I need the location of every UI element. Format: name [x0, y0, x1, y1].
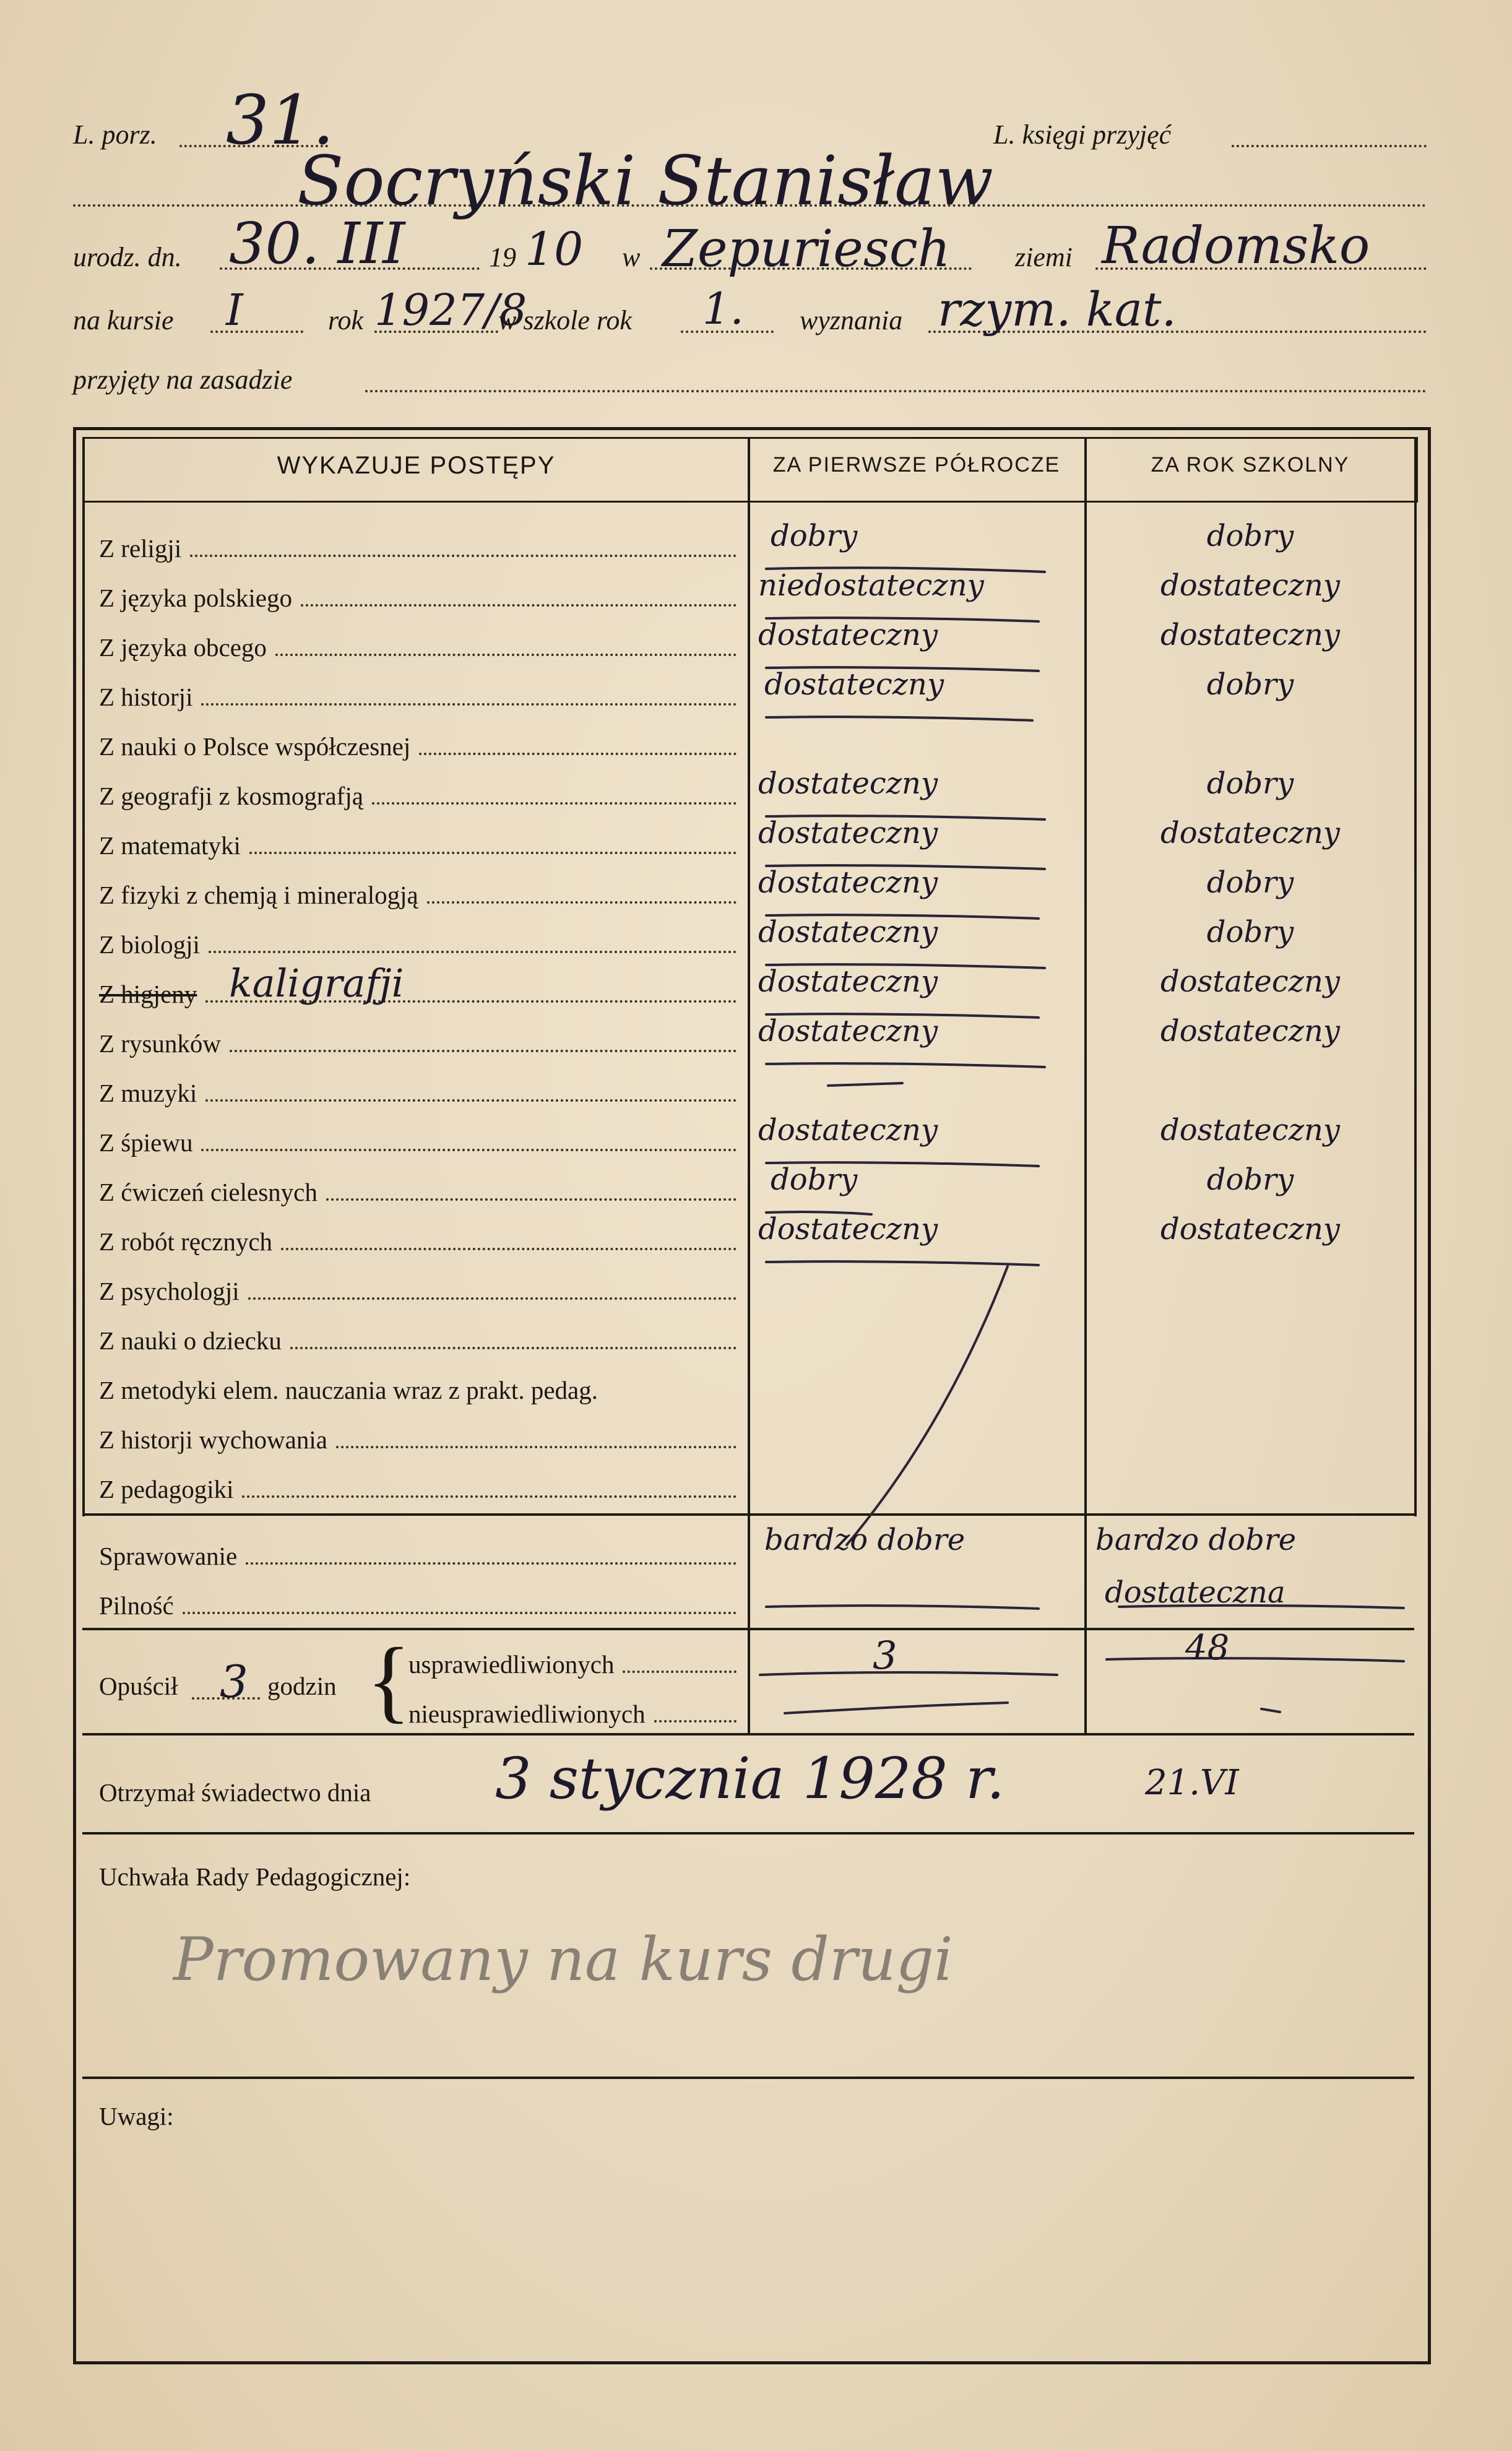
grade-sem1: dobry — [771, 1162, 858, 1197]
subject-row — [99, 732, 737, 761]
grade-sem1: dostateczny — [758, 1113, 938, 1148]
subject-row — [99, 930, 737, 959]
grade-sem1: dostateczny — [758, 865, 938, 900]
conduct-dots — [246, 1562, 737, 1565]
certificate-extra: 21.VI — [1145, 1763, 1239, 1803]
grade-sem1: dobry — [771, 519, 858, 553]
ziemi-label: ziemi — [1015, 242, 1073, 272]
excused-year: 48 — [1185, 1628, 1230, 1668]
grade-year: dobry — [1206, 915, 1294, 949]
subject-dots — [242, 1495, 737, 1498]
unexcused-dots — [654, 1720, 737, 1723]
grade-year: dobry — [1206, 865, 1294, 900]
subject-row — [99, 781, 737, 811]
resolution-label: Uchwała Rady Pedagogicznej: — [99, 1862, 411, 1891]
subject-row — [99, 682, 737, 712]
grade-sem1: dostateczny — [758, 816, 938, 850]
subject-label: Z języka polskiego — [99, 584, 292, 612]
subject-label: Z śpiewu — [99, 1128, 193, 1157]
grade-year: dobry — [1206, 766, 1294, 801]
w-label: w — [622, 242, 641, 272]
przyjety-line — [365, 390, 1427, 392]
subject-row — [99, 1425, 737, 1455]
col2-header: ZA PIERWSZE PÓŁROCZE — [772, 453, 1061, 477]
subject-label: Z biologji — [99, 930, 200, 959]
subject-label: Z ćwiczeń cielesnych — [99, 1178, 318, 1206]
certificate-bottom-line — [82, 1832, 1414, 1835]
wyznania-label: wyznania — [800, 305, 903, 335]
subject-row — [99, 534, 737, 563]
absence-prefix: Opuścił — [99, 1672, 178, 1700]
subject-dots — [249, 852, 737, 854]
unexcused-row — [408, 1699, 737, 1729]
l-ksiegi-line — [1232, 145, 1427, 147]
kursie-line — [210, 331, 303, 333]
rok-value: 1927/8 — [374, 285, 527, 335]
subject-dots — [230, 1050, 737, 1052]
subject-row — [99, 1177, 737, 1207]
grade-year: dobry — [1206, 1162, 1294, 1197]
year-prefix: 19 — [489, 242, 516, 272]
grade-sem1: dostateczny — [758, 1212, 938, 1247]
subject-dots — [372, 802, 737, 805]
subject-dots — [301, 604, 737, 607]
grade-sem1: niedostateczny — [758, 568, 984, 603]
grade-sem1: dostateczny — [764, 667, 944, 702]
conduct-label: Pilność — [99, 1591, 174, 1620]
subject-dots — [281, 1248, 737, 1250]
subject-label: Z nauki o dziecku — [99, 1326, 282, 1355]
subject-dots — [190, 555, 737, 557]
subject-row — [99, 1474, 737, 1504]
subject-label: Z geografji z kosmografją — [99, 782, 363, 810]
conduct-label: Sprawowanie — [99, 1542, 238, 1570]
absence-brace-icon: { — [366, 1629, 411, 1732]
student-name: Socryński Stanisław — [297, 141, 994, 220]
col-divider-left — [82, 437, 85, 1516]
birth-year: 10 — [525, 223, 584, 276]
l-porz-value: 31. — [226, 80, 334, 160]
excused-row — [408, 1649, 737, 1679]
subject-label: Z historji wychowania — [99, 1425, 327, 1454]
grade-year: dobry — [1206, 667, 1294, 702]
conduct-year: bardzo dobre — [1095, 1523, 1297, 1557]
wyznania-value: rzym. kat. — [938, 282, 1177, 337]
subject-dots — [275, 654, 737, 656]
subject-row — [99, 831, 737, 860]
subject-label: Z higjeny — [99, 980, 197, 1008]
grade-year: dobry — [1206, 519, 1294, 553]
subject-row — [99, 1029, 737, 1058]
subject-label: Z rysunków — [99, 1029, 222, 1058]
subject-label: Z matematyki — [99, 831, 241, 860]
subject-dots — [419, 753, 737, 755]
subject-row — [99, 1128, 737, 1157]
diligence-year: dostateczna — [1105, 1575, 1285, 1610]
subject-label: Z fizyki z chemją i mineralogją — [99, 881, 418, 909]
subject-label: Z muzyki — [99, 1079, 197, 1107]
subject-row — [99, 633, 737, 662]
grade-sem1: dostateczny — [758, 1014, 938, 1048]
subject-label: Z nauki o Polsce współczesnej — [99, 732, 411, 761]
subject-label: Z historji — [99, 683, 193, 711]
subject-row — [99, 1078, 737, 1108]
subject-label: Z języka obcego — [99, 633, 267, 662]
kursie-label: na kursie — [73, 305, 174, 335]
conduct-dots — [183, 1612, 737, 1614]
subject-row — [99, 880, 737, 910]
l-ksiegi-label: L. księgi przyjęć — [993, 119, 1172, 150]
higjeny-handwritten: kaligrafji — [229, 961, 404, 1006]
subject-row — [99, 1227, 737, 1256]
subject-dots — [201, 703, 737, 706]
subject-row — [99, 979, 737, 1009]
subject-dots — [209, 951, 737, 953]
subject-dots — [201, 1149, 737, 1151]
subject-row — [99, 583, 737, 613]
urodz-label: urodz. dn. — [73, 242, 182, 272]
grade-year: dostateczny — [1160, 1113, 1341, 1148]
szkole-value: 1. — [702, 283, 744, 334]
ziemi-value: Radomsko — [1102, 217, 1370, 275]
subject-label: Z robót ręcznych — [99, 1227, 273, 1256]
subject-row — [99, 1326, 737, 1355]
subject-dots — [336, 1446, 737, 1448]
excused-label: usprawiedliwionych — [408, 1650, 615, 1679]
rok-label: rok — [328, 305, 364, 335]
col1-header: WYKAZUJE POSTĘPY — [277, 452, 556, 479]
birth-day: 30. III — [229, 210, 405, 277]
remarks-label: Uwagi: — [99, 2102, 174, 2130]
subject-row — [99, 1276, 737, 1306]
unexcused-label: nieusprawiedliwionych — [408, 1700, 646, 1728]
grade-year: dostateczny — [1160, 964, 1341, 999]
grade-year: dostateczny — [1160, 1212, 1341, 1247]
subject-dots — [248, 1297, 737, 1300]
grade-sem1: dostateczny — [758, 964, 938, 999]
grade-year: dostateczny — [1160, 1014, 1341, 1048]
excused-dots — [623, 1671, 737, 1673]
przyjety-label: przyjęty na zasadzie — [73, 365, 293, 395]
resolution-bottom-line — [82, 2077, 1414, 2079]
subject-label: Z psychologji — [99, 1277, 240, 1305]
subject-label: Z metodyki elem. nauczania wraz z prakt. pedag. — [99, 1376, 598, 1404]
l-porz-label: L. porz. — [73, 119, 157, 150]
absence-count: 3 — [220, 1656, 248, 1708]
resolution-value: Promowany na kurs drugi — [173, 1925, 953, 1994]
conduct-sem1: bardzo dobre — [764, 1523, 966, 1557]
col3-header: ZA ROK SZKOLNY — [1151, 453, 1350, 477]
conduct-row — [99, 1591, 737, 1620]
subject-dots — [427, 901, 737, 904]
subject-dots — [326, 1198, 737, 1201]
subject-dots — [290, 1347, 737, 1349]
szkole-label: w szkole rok — [498, 305, 632, 335]
grade-year: dostateczny — [1160, 816, 1341, 850]
birthplace: Zepuriesch — [662, 220, 951, 279]
grade-sem1: dostateczny — [758, 618, 938, 652]
certificate-label: Otrzymał świadectwo dnia — [99, 1778, 371, 1807]
subject-row — [99, 1375, 737, 1405]
certificate-date: 3 stycznia 1928 r. — [495, 1745, 1005, 1812]
excused-sem1: 3 — [873, 1633, 897, 1678]
subject-dots — [205, 1099, 737, 1102]
grade-sem1: dostateczny — [758, 766, 938, 801]
subject-label: Z religji — [99, 534, 182, 563]
conduct-row — [99, 1541, 737, 1571]
absence-suffix: godzin — [267, 1672, 337, 1700]
subject-label: Z pedagogiki — [99, 1475, 234, 1503]
grade-sem1: dostateczny — [758, 915, 938, 949]
grade-year: dostateczny — [1160, 618, 1341, 652]
kursie-value: I — [226, 285, 243, 335]
grade-year: dostateczny — [1160, 568, 1341, 603]
